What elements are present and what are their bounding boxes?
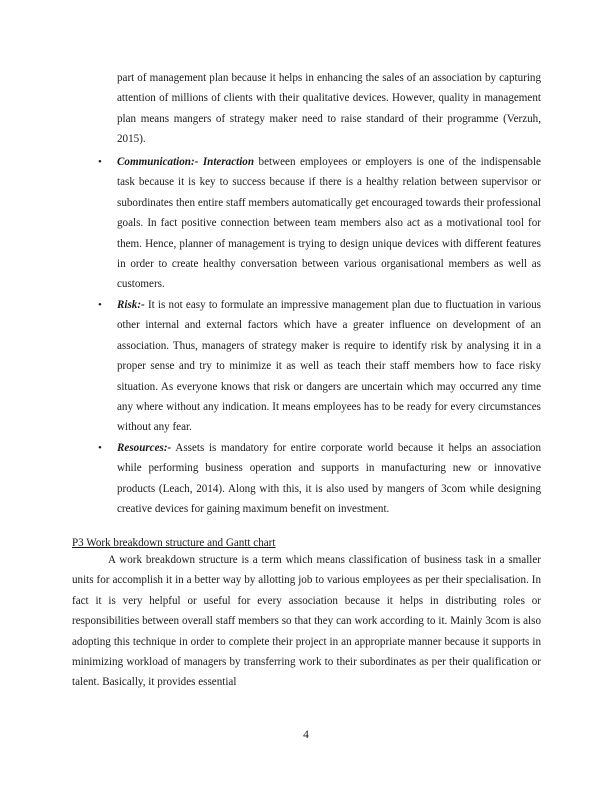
bullet-risk xyxy=(117,295,541,438)
bullet-term: Communication:- Interaction xyxy=(117,156,255,168)
bullet-marker: • xyxy=(98,299,102,311)
page-number: 4 xyxy=(303,729,309,741)
bullet-marker: • xyxy=(98,156,102,168)
section-heading: P3 Work breakdown structure and Gantt chart xyxy=(72,537,276,549)
bullet-term: Resources:- xyxy=(117,442,172,454)
bullet-communication xyxy=(117,152,541,295)
continuation-paragraph: part of management plan because it helps in enhancing the sales of an association by capturing attention of millions of clients with their qualitative devices. However, quality in management plan means mangers of strategy maker need to raise standard of their programme (Verzuh, 2015). xyxy=(117,72,541,146)
bullet-resources xyxy=(117,438,541,520)
bullet-body: It is not easy to formulate an impressive management plan due to fluctuation in various other internal and external factors which have a greater influence on development of an association. Thus, managers of strategy maker is require to identify risk by analysing it in a proper sense and try to minimize it as well as teach their staff members how to face risky situation. As everyone knows that risk or dangers are uncertain which may occurred any time any where without any indication. It means employees has to be ready for every circumstances without any fear. xyxy=(117,299,541,434)
bullet-body: between employees or employers is one of the indispensable task because it is key to success because if there is a healthy relation between supervisor or subordinates then entire staff members automatically get encouraged towards their professional goals. In fact positive connection between team members also act as a motivational tool for them. Hence, planner of management is trying to design unique devices with different features in order to create healthy conversation between various organisational members as well as customers. xyxy=(117,156,541,291)
bullet-marker: • xyxy=(98,442,102,454)
body-paragraph: A work breakdown structure is a term which means classification of business task in a smaller units for accomplish it in a better way by allotting job to various employees as per their specialisation. In fact it is very helpful or useful for every association because it helps in distributing roles or responsibilities between overall staff members so that they can work according to it. Mainly 3com is also adopting this technique in order to complete their project in an appropriate manner because it supports in minimizing workload of managers by transferring work to their subordinates as per their qualification or talent. Basically, it provides essential xyxy=(72,554,541,689)
bullet-term: Risk:- xyxy=(117,299,145,311)
bullet-body: Assets is mandatory for entire corporate world because it helps an association while performing business operation and supports in manufacturing new or innovative products (Leach, 2014). Along with this, it is also used by mangers of 3com while designing creative devices for gaining maximum benefit on investment. xyxy=(117,442,541,516)
